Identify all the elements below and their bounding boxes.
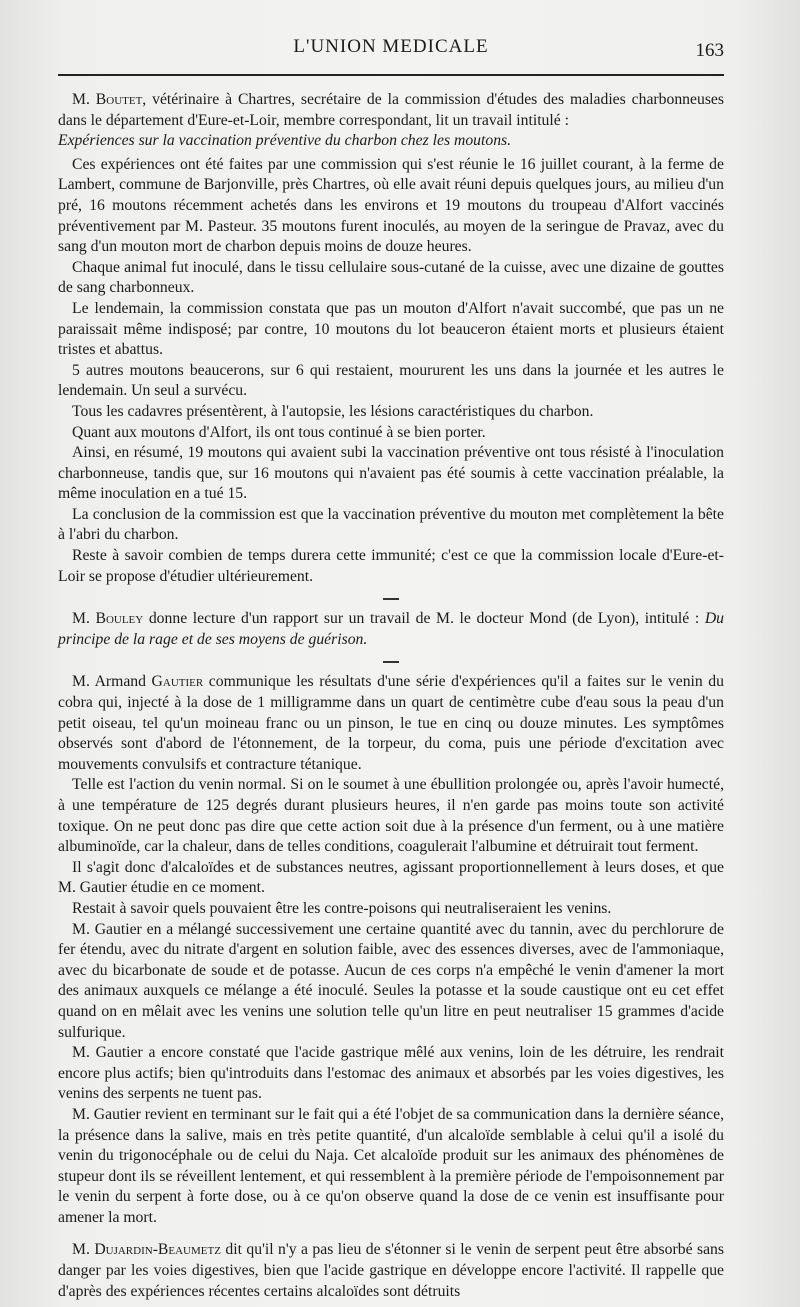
paragraph-prefix: M. (72, 1241, 95, 1259)
paragraph-prefix: M. Armand (72, 673, 152, 691)
section-separator (383, 598, 399, 600)
paragraph: 5 autres moutons beaucerons, sur 6 qui restaient, moururent les uns dans la journée et les autres le lendemain. Un seul a survécu. (58, 361, 724, 400)
running-head: L'UNION MEDICALE (293, 36, 489, 57)
paragraph (58, 90, 724, 131)
work-title: Expériences sur la vaccination préventive du charbon chez les moutons. (58, 132, 512, 150)
page-header (58, 30, 724, 76)
paragraph: M. Gautier revient en terminant sur le fait qui a été l'objet de sa communication dans la dernière séance, la présence dans la salive, mais en très petite quantité, d'un alcaloïde semblable à celui qu'il a isolé du venin du trigonocéphale ou de celui du Naja. Cet alcaloïde produit sur les animaux des phénomènes de stupeur dont ils se réveillent lentement, et qui ressemblent à la première période de l'empoisonnement par le venin du serpent à forte dose, ou à ce qu'on observe quand la dose de ce venin est insuffisante pour amener la mort. (58, 1105, 724, 1226)
cited-title: Du principe de la rage et de ses moyens de guérison. (58, 610, 725, 648)
speaker-name: Boutet (95, 91, 143, 108)
paragraph: Ces expériences ont été faites par une commission qui s'est réunie le 16 juillet courant, à la ferme de Lambert, commune de Barjonville, près Chartres, où elle avait réuni depuis quelques jours, au milieu d'un pré, 16 moutons récemment achetés dans les environs et 19 moutons du troupeau d'Alfort vaccinés préventivement par M. Pasteur. 35 moutons furent inoculés, au moyen de la seringue de Pravaz, avec du sang d'un mouton mort de charbon depuis moins de douze heures. (58, 155, 724, 256)
page-number: 163 (695, 40, 724, 61)
paragraph-prefix: M. (72, 91, 96, 108)
paragraph: Le lendemain, la commission constata que pas un mouton d'Alfort n'avait succombé, que pas un ne paraissait même indisposé; par contre, 10 moutons du lot beauceron étaient morts et plusieurs étaient tristes et abattus. (58, 299, 724, 359)
paragraph-text: , vétérinaire à Chartres, secrétaire de la commission d'études des maladies charbonneuses dans le département d'Eure-et-Loir, membre correspondant, lit un travail intitulé : (58, 91, 724, 129)
section-separator (383, 661, 399, 663)
paragraph: Chaque animal fut inoculé, dans le tissu cellulaire sous-cutané de la cuisse, avec une dizaine de gouttes de sang charbonneux. (58, 258, 724, 297)
speaker-name: Gautier (151, 673, 204, 691)
paragraph: M. Gautier a encore constaté que l'acide gastrique mêlé aux venins, loin de les détruire, les rendrait encore plus actifs; bien qu'introduits dans l'estomac des animaux et absorbés par les voies digestives, les venins des serpents ne tuent pas. (58, 1044, 724, 1103)
paragraph: Il s'agit donc d'alcaloïdes et de substances neutres, agissant proportionnellement à leurs doses, et que M. Gautier étudie en ce moment. (58, 858, 724, 897)
paragraph: M. Gautier en a mélangé successivement une certaine quantité avec du tannin, avec du perchlorure de fer étendu, avec du nitrate d'argent en solution faible, avec des essences diverses, avec de l'ammoniaque, avec du bicarbonate de soude et de potasse. Aucun de ces corps n'a empêché le venin d'amener la mort des animaux auxquels ce mélange a été inoculé. Seules la potasse et la soude caustique ont eu cet effet quand on en mêlait avec les venins une solution telle qu'un litre en peut neutraliser 15 grammes d'acide sulfurique. (58, 920, 724, 1041)
speaker-name: Bouley (95, 610, 144, 628)
paragraph: Ainsi, en résumé, 19 moutons qui avaient subi la vaccination préventive ont tous résisté à l'inoculation charbonneuse, tandis que, sur 16 moutons qui n'avaient pas été soumis à cette vaccination préalable, la même inoculation en a tué 15. (58, 444, 724, 503)
paragraph (58, 609, 724, 650)
section-separator (383, 1234, 399, 1236)
paragraph: Tous les cadavres présentèrent, à l'autopsie, les lésions caractéristiques du charbon. (72, 402, 594, 420)
paragraph: Telle est l'action du venin normal. Si on le soumet à une ébullition prolongée ou, après l'avoir humecté, à une température de 125 degrés durant plusieurs heures, il n'en garde pas moins toute son activité toxique. On ne peut donc pas dire que cette action soit due à la présence d'un ferment, ou à une matière albuminoïde, car la chaleur, dans de telles conditions, coagulerait l'albumine et détruirait tout ferment. (58, 776, 724, 856)
paragraph (58, 672, 724, 775)
paragraph-text: communique les résultats d'une série d'expériences qu'il a faites sur le venin du cobra qui, injecté à la dose de 1 milligramme dans un quart de centimètre cube d'eau sous la peau d'un petit oiseau, tel qu'un moineau franc ou un pinson, le tue en cinq ou douze minutes. Les symptômes observés sont d'abord de l'étonnement, de la torpeur, du coma, puis une période d'excitation avec mouvements convulsifs et contracture tétanique. (58, 673, 724, 773)
paragraph: Quant aux moutons d'Alfort, ils ont tous continué à se bien porter. (72, 423, 486, 441)
paragraph: Restait à savoir quels pouvaient être les contre-poisons qui neutraliseraient les venins. (72, 899, 612, 917)
paragraph-text: dit qu'il n'y a pas lieu de s'étonner si le venin de serpent peut être absorbé sans danger par les voies digestives, bien que l'acide gastrique en développe encore l'activité. Il rappelle que d'après des expériences récentes certains alcaloïdes sont détruits (58, 1241, 724, 1300)
paragraph (58, 1240, 724, 1302)
body-text (58, 90, 724, 1302)
paragraph-prefix: M. (72, 610, 96, 628)
paragraph: La conclusion de la commission est que la vaccination préventive du mouton met complètement la bête à l'abri du charbon. (58, 505, 724, 544)
paragraph: Reste à savoir combien de temps durera cette immunité; c'est ce que la commission locale d'Eure-et-Loir se propose d'étudier ultérieurement. (58, 547, 724, 585)
paragraph-text: donne lecture d'un rapport sur un travail de M. le docteur Mond (de Lyon), intitulé : (143, 610, 705, 628)
speaker-name: Dujardin-Beaumetz (94, 1241, 221, 1259)
